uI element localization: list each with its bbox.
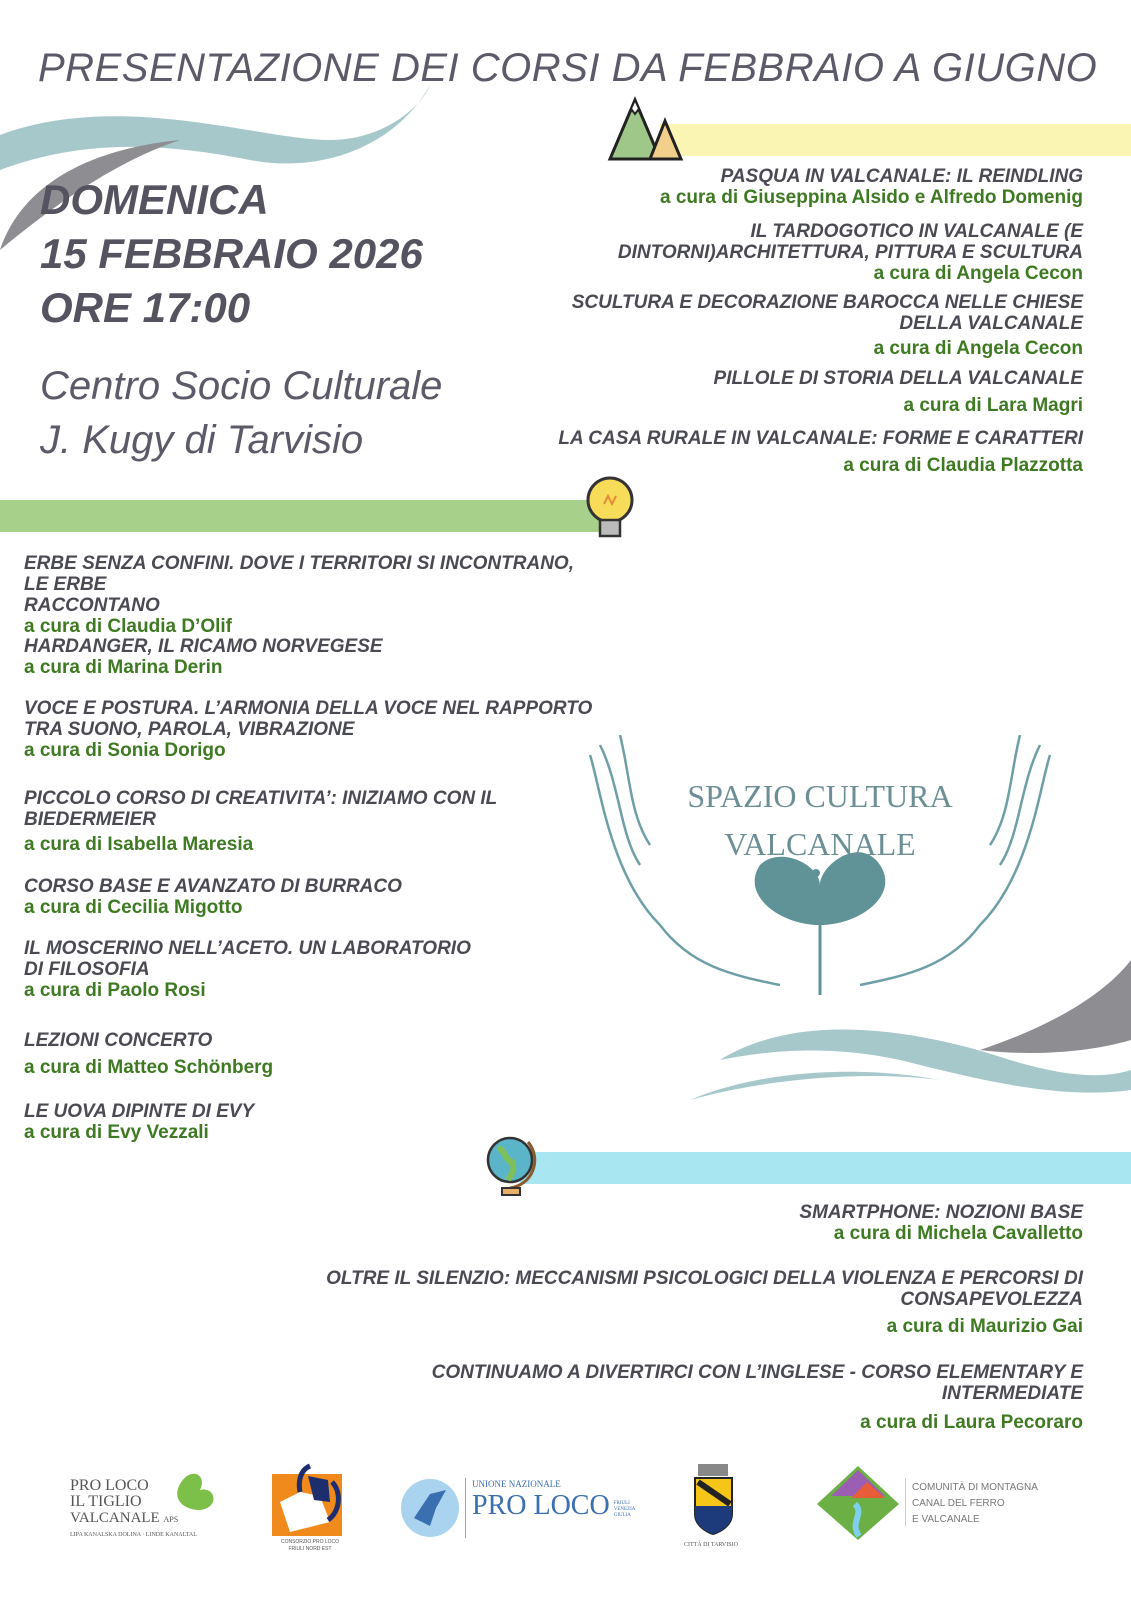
course-author: a cura di Isabella Maresia bbox=[24, 834, 254, 855]
logo-text: CITTÀ DI TARVISIO bbox=[684, 1542, 738, 1548]
logo-text: LIPA KANALSKA DOLINA · LINDE KANALTAL bbox=[70, 1532, 197, 1538]
course-item bbox=[24, 876, 402, 919]
course-author: a cura di Marina Derin bbox=[24, 657, 223, 678]
linden-leaf-icon bbox=[172, 1466, 222, 1512]
course-item bbox=[24, 636, 383, 679]
venue-name: Centro Socio Culturale bbox=[40, 364, 443, 408]
logo-text: PRO LOCO bbox=[472, 1490, 610, 1521]
course-author: a cura di Lara Magri bbox=[903, 395, 1083, 416]
course-title: ERBE SENZA CONFINI. DOVE I TERRITORI SI INCONTRANO, LE ERBE RACCONTANO bbox=[24, 553, 574, 616]
course-title: IL TARDOGOTICO IN VALCANALE (E DINTORNI)ARCHITETTURA, PITTURA E SCULTURA bbox=[617, 221, 1083, 263]
tarvisio-crest-icon bbox=[690, 1462, 740, 1542]
course-title: CORSO BASE E AVANZATO DI BURRACO bbox=[24, 876, 402, 897]
course-title: PILLOLE DI STORIA DELLA VALCANALE bbox=[713, 368, 1083, 389]
course-author: a cura di Evy Vezzali bbox=[24, 1122, 209, 1143]
course-title: SMARTPHONE: NOZIONI BASE bbox=[799, 1202, 1083, 1223]
course-title: PASQUA IN VALCANALE: IL REINDLING bbox=[720, 166, 1083, 187]
logo-text: IL TIGLIO bbox=[70, 1493, 142, 1510]
course-author: a cura di Michela Cavalletto bbox=[833, 1223, 1083, 1244]
wave-decoration-top bbox=[0, 80, 440, 250]
course-item bbox=[714, 368, 1083, 417]
course-title: SCULTURA E DECORAZIONE BAROCCA NELLE CHIESE DELLA VALCANALE bbox=[571, 292, 1083, 334]
course-item bbox=[24, 698, 592, 762]
course-item bbox=[24, 1101, 254, 1144]
logo-text: FRIULI NORD EST bbox=[288, 1546, 332, 1552]
course-item bbox=[799, 1202, 1083, 1245]
logo-text: UNIONE NAZIONALE bbox=[472, 1479, 561, 1489]
course-item bbox=[24, 1030, 273, 1079]
event-day: DOMENICA bbox=[40, 176, 269, 223]
course-title: PICCOLO CORSO DI CREATIVITA’: INIZIAMO CON IL BIEDERMEIER bbox=[24, 788, 498, 830]
course-title: OLTRE IL SILENZIO: MECCANISMI PSICOLOGICI DELLA VIOLENZA E PERCORSI DI CONSAPEVOLEZZA bbox=[326, 1268, 1083, 1310]
course-author: a cura di Giuseppina Alsido e Alfredo Domenig bbox=[660, 187, 1083, 208]
course-item bbox=[432, 1362, 1083, 1434]
course-author: a cura di Sonia Dorigo bbox=[24, 740, 226, 761]
section-bar-crafts bbox=[0, 500, 600, 532]
course-item bbox=[660, 166, 1083, 209]
course-item bbox=[24, 553, 594, 638]
logo-text: CONSORZIO PRO LOCO bbox=[280, 1539, 340, 1545]
spazio-cultura-logo bbox=[580, 725, 1060, 1005]
logo-text: APS bbox=[163, 1515, 179, 1524]
event-date: 15 FEBBRAIO 2026 bbox=[40, 230, 423, 277]
course-author: a cura di Angela Cecon bbox=[873, 263, 1083, 284]
logo-text: PRO LOCO bbox=[70, 1477, 149, 1494]
course-author: a cura di Cecilia Migotto bbox=[24, 897, 243, 918]
course-author: a cura di Claudia D’Olif bbox=[24, 616, 232, 637]
course-item bbox=[618, 221, 1083, 285]
emblem-line1: SPAZIO CULTURA bbox=[687, 778, 953, 814]
course-item bbox=[572, 292, 1083, 360]
course-author: a cura di Angela Cecon bbox=[873, 338, 1083, 359]
logo-text: E VALCANALE bbox=[912, 1514, 980, 1525]
logo-text: COMUNITÀ DI MONTAGNA bbox=[912, 1482, 1038, 1493]
consorzio-map-icon bbox=[270, 1462, 352, 1537]
page-title: PRESENTAZIONE DEI CORSI DA FEBBRAIO A GIUGNO bbox=[38, 46, 1098, 90]
course-author: a cura di Claudia Plazzotta bbox=[843, 455, 1083, 476]
eagle-icon bbox=[400, 1478, 462, 1540]
comunita-mountain-icon bbox=[815, 1464, 901, 1542]
logo-text: VALCANALE bbox=[70, 1510, 160, 1526]
course-item bbox=[24, 938, 471, 1002]
section-bar-other bbox=[520, 1152, 1131, 1184]
emblem-line2: VALCANALE bbox=[724, 826, 916, 862]
course-item bbox=[24, 788, 497, 856]
course-title: HARDANGER, IL RICAMO NORVEGESE bbox=[24, 636, 383, 657]
course-title: CONTINUAMO A DIVERTIRCI CON L’INGLESE - CORSO ELEMENTARY E INTERMEDIATE bbox=[431, 1362, 1083, 1404]
venue-location: J. Kugy di Tarvisio bbox=[40, 418, 364, 462]
course-title: LE UOVA DIPINTE DI EVY bbox=[24, 1101, 255, 1122]
globe-icon bbox=[480, 1132, 542, 1198]
course-author: a cura di Matteo Schönberg bbox=[24, 1057, 274, 1078]
logo-text: CANAL DEL FERRO bbox=[912, 1498, 1005, 1509]
course-author: a cura di Paolo Rosi bbox=[24, 980, 206, 1001]
course-title: IL MOSCERINO NELL’ACETO. UN LABORATORIO DI FILOSOFIA bbox=[24, 938, 471, 980]
course-item bbox=[326, 1268, 1083, 1338]
course-author: a cura di Laura Pecoraro bbox=[860, 1412, 1083, 1433]
mountains-icon bbox=[605, 95, 685, 165]
course-item bbox=[558, 428, 1083, 477]
course-title: VOCE E POSTURA. L’ARMONIA DELLA VOCE NEL RAPPORTO TRA SUONO, PAROLA, VIBRAZIONE bbox=[24, 698, 593, 740]
logo-text: FRIULI VENEZIA GIULIA bbox=[613, 1501, 636, 1518]
lightbulb-icon bbox=[582, 474, 638, 546]
event-time: ORE 17:00 bbox=[40, 284, 251, 331]
course-author: a cura di Maurizio Gai bbox=[886, 1316, 1083, 1337]
section-bar-history bbox=[660, 124, 1131, 156]
course-title: LEZIONI CONCERTO bbox=[24, 1030, 213, 1051]
course-title: LA CASA RURALE IN VALCANALE: FORME E CARATTERI bbox=[558, 428, 1083, 449]
